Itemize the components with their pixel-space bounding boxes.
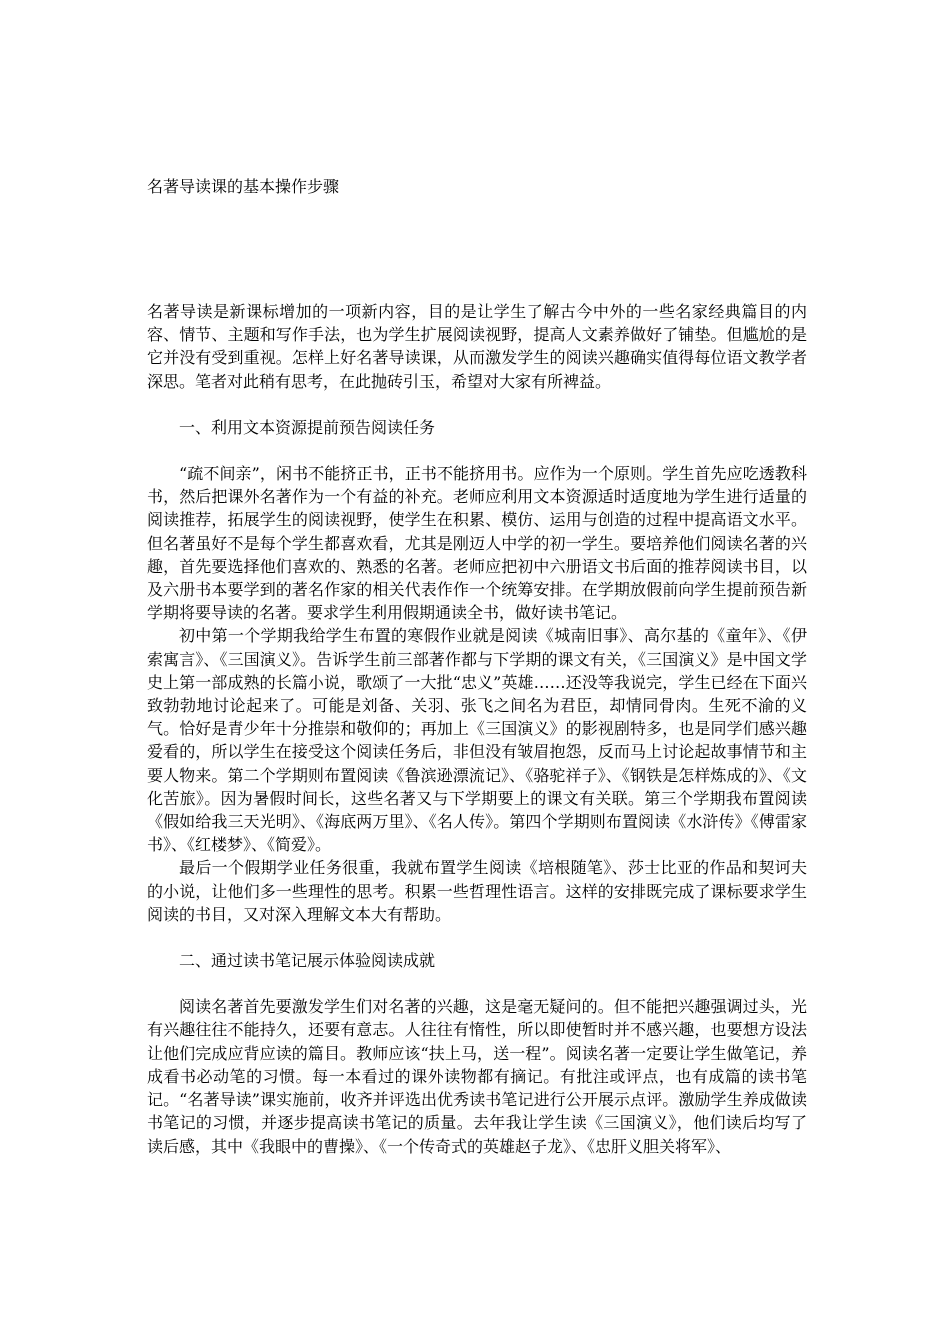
section-2-paragraph: 阅读名著首先要激发学生们对名著的兴趣，这是毫无疑问的。但不能把兴趣强调过头，光有兴趣往往不能持久，还要有意志。人往往有惰性，所以即使暂时并不感兴趣，也要想方设法让他们完成应背应读的篇目。教师应该“扶上马，送一程”。阅读名著一定要让学生做笔记，养成看书必动笔的习惯。每一本看过的课外读物都有摘记。有批注或评点，也有成篇的读书笔记。“名著导读”课实施前，收齐并评选出优秀读书笔记进行公开展示点评。激励学生养成做读书笔记的习惯，并逐步提高读书笔记的质量。去年我让学生读《三国演义》，他们读后均写了读后感，其中《我眼中的曹操》、《一个传奇式的英雄赵子龙》、《忠肝义胆关将军》、 [147, 997, 807, 1156]
section-1-paragraph: 最后一个假期学业任务很重，我就布置学生阅读《培根随笔》、莎士比亚的作品和契诃夫的小说，让他们多一些理性的思考。积累一些哲理性语言。这样的安排既完成了课标要求学生阅读的书目，又对深入理解文本大有帮助。 [147, 858, 807, 924]
intro-paragraph: 名著导读是新课标增加的一项新内容，目的是让学生了解古今中外的一些名家经典篇目的内容、情节、主题和写作手法，也为学生扩展阅读视野，提高人文素养做好了铺垫。但尴尬的是它并没有受到重视。怎样上好名著导读课，从而激发学生的阅读兴趣确实值得每位语文教学者深思。笔者对此稍有思考，在此抛砖引玉，希望对大家有所裨益。 [147, 302, 807, 391]
document-body [147, 300, 807, 1158]
section-1-paragraph: 初中第一个学期我给学生布置的寒假作业就是阅读《城南旧事》、高尔基的《童年》、《伊索寓言》、《三国演义》。告诉学生前三部著作都与下学期的课文有关，《三国演义》是中国文学史上第一部成熟的长篇小说，歌颂了一大批“忠义”英雄……还没等我说完，学生已经在下面兴致勃勃地讨论起来了。可能是刘备、关羽、张飞之间名为君臣，却情同骨肉。生死不渝的义气。恰好是青少年十分推崇和敬仰的；再加上《三国演义》的影视剧特多，也是同学们感兴趣爱看的，所以学生在接受这个阅读任务后，非但没有皱眉抱怨，反而马上讨论起故事情节和主要人物来。第二个学期则布置阅读《鲁滨逊漂流记》、《骆驼祥子》、《钢铁是怎样炼成的》、《文化苦旅》。因为暑假时间长，这些名著又与下学期要上的课文有关联。第三个学期我布置阅读《假如给我三天光明》、《海底两万里》、《名人传》。第四个学期则布置阅读《水浒传》《傅雷家书》、《红楼梦》、《简爱》。 [147, 626, 807, 855]
section-1-paragraph: “疏不间亲”，闲书不能挤正书，正书不能挤用书。应作为一个原则。学生首先应吃透教科书，然后把课外名著作为一个有益的补充。老师应利用文本资源适时适度地为学生进行适量的阅读推荐，拓展学生的阅读视野，使学生在积累、模仿、运用与创造的过程中提高语文水平。但名著虽好不是每个学生都喜欢看，尤其是刚迈人中学的初一学生。要培养他们阅读名著的兴趣，首先要选择他们喜欢的、熟悉的名著。老师应把初中六册语文书后面的推荐阅读书目，以及六册书本要学到的著名作家的相关代表作作一个统筹安排。在学期放假前向学生提前预告新学期将要导读的名著。要求学生利用假期通读全书，做好读书笔记。 [147, 464, 807, 623]
document-title: 名著导读课的基本操作步骤 [147, 177, 340, 196]
section-1-heading: 一、利用文本资源提前预告阅读任务 [179, 417, 436, 437]
section-2-heading: 二、通过读书笔记展示体验阅读成就 [179, 951, 436, 971]
